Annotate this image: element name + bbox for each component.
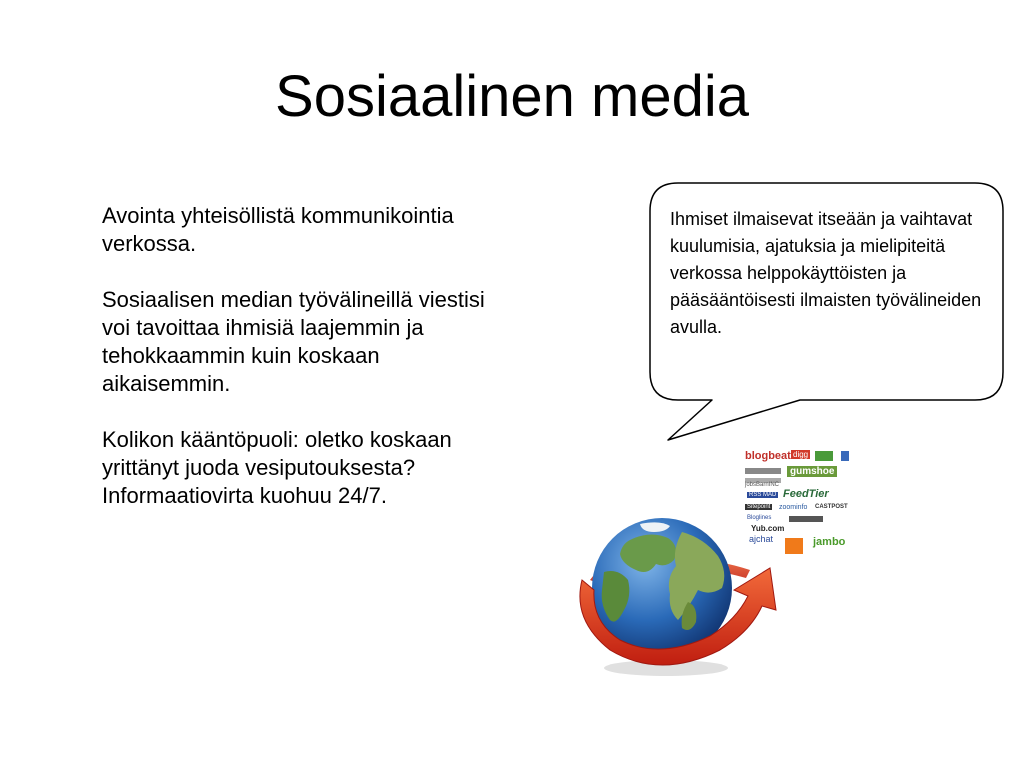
logo-sitepoint: Sitepoint	[747, 504, 771, 510]
logo-gumshoe: gumshoe	[787, 466, 837, 477]
paragraph-3: Kolikon kääntöpuoli: oletko koskaan yrittänyt juoda vesiputouksesta? Informaatiovirta kuohuu 24/7.	[102, 427, 452, 508]
logo-rssmad: RSS MAD	[749, 492, 777, 498]
logo-jambo: jambo	[813, 536, 846, 548]
logo-digg: digg	[793, 450, 809, 459]
logo-zoominfo: zoominfo	[779, 504, 808, 511]
slide-title: Sosiaalinen media	[275, 64, 749, 129]
paragraph-1: Avointa yhteisöllistä kommunikointia verkossa.	[102, 203, 454, 256]
logo-bar-1	[745, 468, 781, 474]
logo-bloglines: Bloglines	[747, 515, 772, 521]
logo-ajchat: ajchat	[749, 534, 774, 544]
logo-bar-3	[789, 516, 823, 522]
logo-jobsbarn: jobsBarnINC	[745, 482, 780, 488]
logo-feedtier: FeedTier	[783, 488, 829, 500]
logo-square-blue	[841, 451, 849, 461]
callout-text: Ihmiset ilmaisevat itseään ja vaihtavat kuulumisia, ajatuksia ja mielipiteitä verkossa helppokäyttöisten ja pääsääntöisesti ilmaisten työvälineiden avulla.	[670, 209, 982, 337]
globe-arrow-icon	[570, 510, 790, 680]
logo-yub: Yub.com	[751, 524, 785, 533]
paragraph-2: Sosiaalisen median työvälineillä viestisi voi tavoittaa ihmisiä laajemmin ja tehokkaammin kuin koskaan aikaisemmin.	[102, 287, 485, 396]
logo-square-green	[815, 451, 833, 461]
logo-blogbeat: blogbeat	[745, 450, 791, 462]
logo-castpost: CASTPOST	[815, 504, 848, 510]
